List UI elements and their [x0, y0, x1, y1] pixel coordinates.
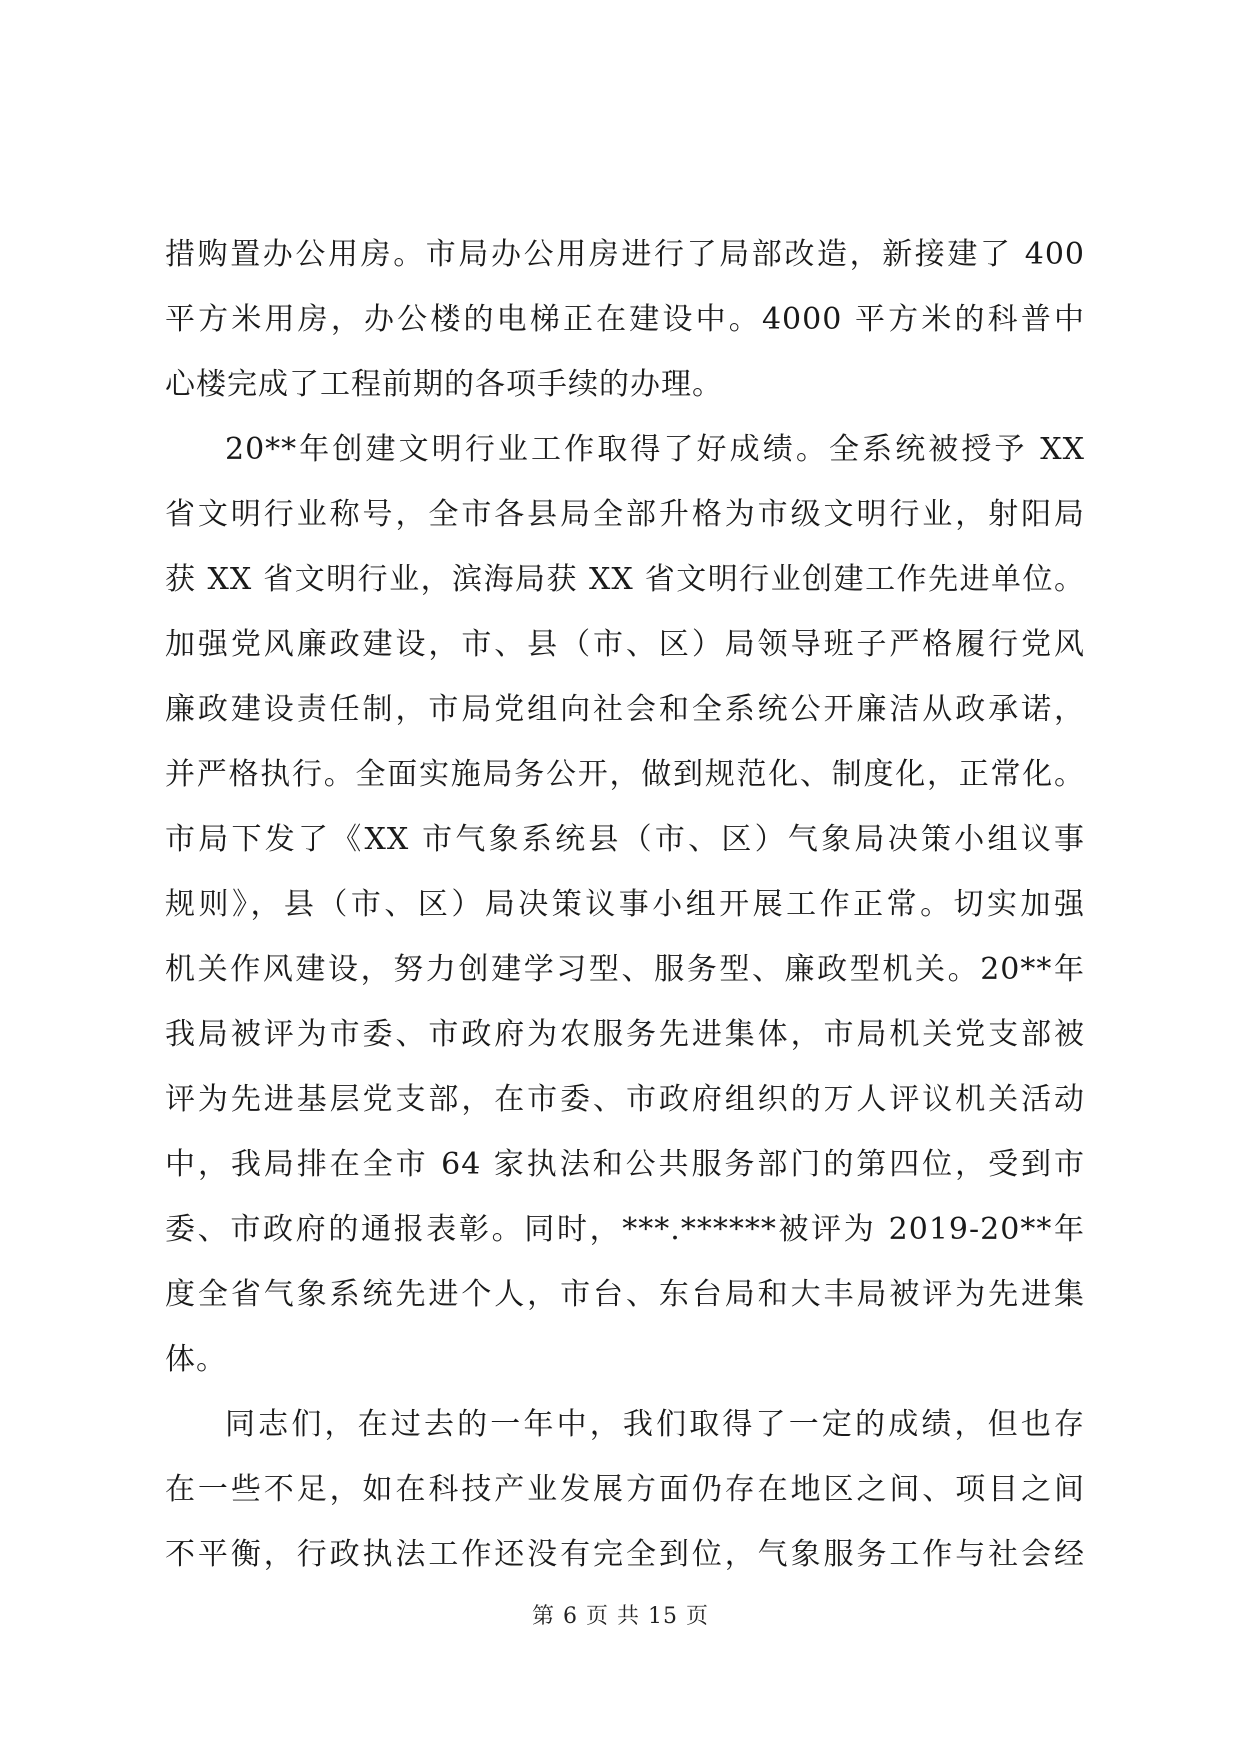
- text-line-9: 并严格执行。全面实施局务公开，做到规范化、制度化，正常化。: [165, 757, 1085, 792]
- text-line-2: 平方米用房，办公楼的电梯正在建设中。4000 平方米的科普中: [165, 302, 1085, 337]
- text-line-3: 心楼完成了工程前期的各项手续的办理。: [165, 367, 723, 402]
- text-line-14: 评为先进基层党支部，在市委、市政府组织的万人评议机关活动: [165, 1082, 1085, 1117]
- text-line-11: 规则》，县（市、区）局决策议事小组开展工作正常。切实加强: [165, 887, 1085, 922]
- text-line-7: 加强党风廉政建设，市、县（市、区）局领导班子严格履行党风: [165, 627, 1085, 662]
- text-line-13: 我局被评为市委、市政府为农服务先进集体，市局机关党支部被: [165, 1017, 1085, 1052]
- text-line-12: 机关作风建设，努力创建学习型、服务型、廉政型机关。20**年: [165, 952, 1085, 987]
- paragraph-start-line: 同志们，在过去的一年中，我们取得了一定的成绩，但也存: [225, 1407, 1085, 1442]
- text-line-18: 体。: [165, 1342, 227, 1377]
- text-line-21: 不平衡，行政执法工作还没有完全到位，气象服务工作与社会经: [165, 1537, 1085, 1572]
- text-line-20: 在一些不足，如在科技产业发展方面仍存在地区之间、项目之间: [165, 1472, 1085, 1507]
- paragraph-start-line: 20**年创建文明行业工作取得了好成绩。全系统被授予 XX: [225, 432, 1085, 467]
- text-line-8: 廉政建设责任制，市局党组向社会和全系统公开廉洁从政承诺，: [165, 692, 1085, 727]
- text-line-16: 委、市政府的通报表彰。同时，***.******被评为 2019-20**年: [165, 1212, 1085, 1247]
- text-line-1: 措购置办公用房。市局办公用房进行了局部改造，新接建了 400: [165, 237, 1085, 272]
- text-line-5: 省文明行业称号，全市各县局全部升格为市级文明行业，射阳局: [165, 497, 1085, 532]
- text-line-17: 度全省气象系统先进个人，市台、东台局和大丰局被评为先进集: [165, 1277, 1085, 1312]
- text-line-15: 中，我局排在全市 64 家执法和公共服务部门的第四位，受到市: [165, 1147, 1085, 1182]
- text-line-6: 获 XX 省文明行业，滨海局获 XX 省文明行业创建工作先进单位。: [165, 562, 1085, 597]
- page-number-footer: 第 6 页 共 15 页: [532, 1604, 709, 1629]
- text-line-10: 市局下发了《XX 市气象系统县（市、区）气象局决策小组议事: [165, 822, 1085, 857]
